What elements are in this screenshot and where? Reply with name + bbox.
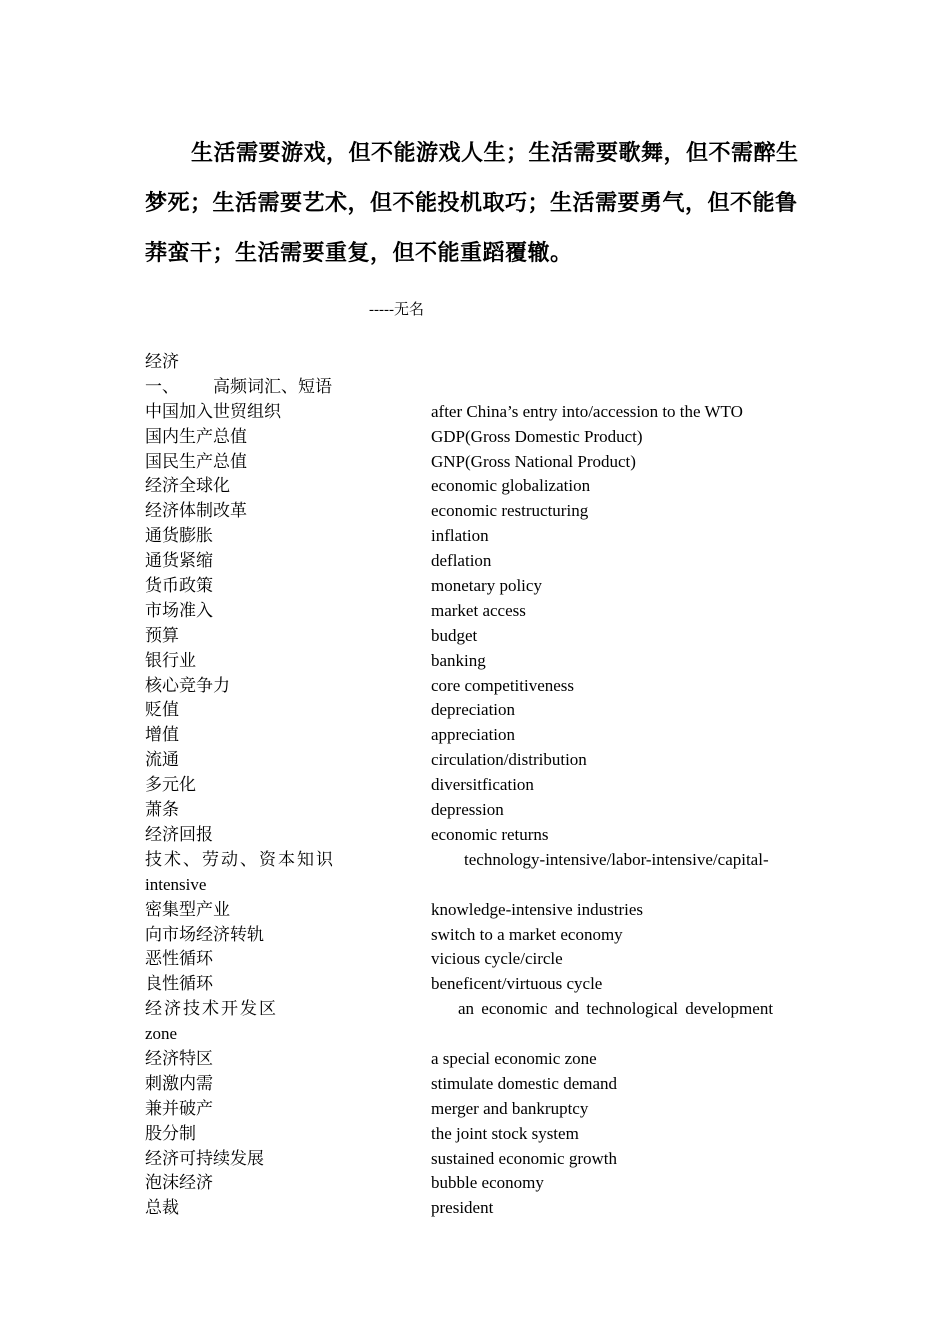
term-english: technology-intensive/labor-intensive/capital-: [464, 849, 769, 869]
term-english: president: [431, 1198, 494, 1218]
term-chinese: 萧条: [145, 800, 179, 820]
term-english: circulation/distribution: [431, 750, 587, 770]
term-chinese: 贬值: [145, 700, 179, 720]
term-chinese: 经济回报: [145, 824, 213, 844]
term-english: GDP(Gross Domestic Product): [431, 426, 643, 446]
term-english: a special economic zone: [431, 1048, 597, 1068]
glossary-row: [145, 1196, 810, 1221]
quote-attribution: -----无名: [369, 302, 424, 318]
term-english: diversitfication: [431, 775, 534, 795]
term-english: inflation: [431, 526, 489, 546]
glossary-row: [145, 400, 810, 425]
glossary-row: [145, 425, 810, 450]
term-english: deflation: [431, 551, 492, 571]
term-english: switch to a market economy: [431, 924, 623, 944]
glossary-row: [145, 1147, 810, 1172]
glossary-row: [145, 823, 810, 848]
term-english: economic globalization: [431, 476, 591, 496]
term-chinese: 股分制: [145, 1123, 196, 1143]
glossary-row: [145, 674, 810, 699]
term-chinese: 货币政策: [145, 576, 213, 596]
glossary-row: [145, 723, 810, 748]
term-english: appreciation: [431, 725, 516, 745]
heading-label: 高频词汇、短语: [213, 376, 332, 396]
term-chinese: 国内生产总值: [145, 426, 247, 446]
glossary-row: [145, 748, 810, 773]
term-english: the joint stock system: [431, 1123, 579, 1143]
glossary-row: [145, 923, 810, 948]
term-english: knowledge-intensive industries: [431, 899, 643, 919]
glossary-row: [145, 499, 810, 524]
term-chinese: 多元化: [145, 775, 196, 795]
term-english: depression: [431, 800, 504, 820]
glossary-row: [145, 524, 810, 549]
term-chinese: 刺激内需: [145, 1073, 213, 1093]
term-chinese: 增值: [145, 725, 179, 745]
term-english-continuation: zone: [145, 1024, 178, 1044]
term-chinese: 良性循环: [145, 974, 213, 994]
term-english: sustained economic growth: [431, 1148, 618, 1168]
section-title: 经济: [145, 352, 179, 371]
glossary-row: [145, 599, 810, 624]
term-chinese: 技术、劳动、资本知识: [145, 849, 335, 869]
term-english-continuation: intensive: [145, 874, 207, 894]
term-chinese: 经济技术开发区: [145, 999, 278, 1019]
quote-paragraph: 生活需要游戏，但不能游戏人生；生活需要歌舞，但不需醉生梦死；生活需要艺术，但不能投机取巧；生活需要勇气，但不能鲁莽蛮干；生活需要重复，但不能重蹈覆辙。: [145, 140, 799, 266]
term-chinese: 市场准入: [145, 600, 213, 620]
glossary-row: [145, 947, 810, 972]
term-chinese: 经济特区: [145, 1048, 213, 1068]
glossary-row: [145, 848, 810, 898]
term-english: core competitiveness: [431, 675, 575, 695]
glossary-section: [145, 350, 810, 1221]
term-chinese: 兼并破产: [145, 1098, 213, 1118]
heading-number: 一、: [145, 376, 179, 396]
term-english: beneficent/virtuous cycle: [431, 974, 603, 994]
glossary-row: [145, 773, 810, 798]
term-english: banking: [431, 650, 486, 670]
term-chinese: 经济体制改革: [145, 501, 247, 521]
term-english: bubble economy: [431, 1173, 544, 1193]
term-chinese: 恶性循环: [145, 949, 213, 969]
term-chinese: 银行业: [145, 650, 196, 670]
term-english: monetary policy: [431, 576, 542, 596]
glossary-row: [145, 1097, 810, 1122]
term-english: an economic and technological development: [458, 999, 774, 1019]
term-chinese: 经济全球化: [145, 476, 230, 496]
term-english: budget: [431, 625, 478, 645]
glossary-row: [145, 549, 810, 574]
term-english: merger and bankruptcy: [431, 1098, 589, 1118]
term-chinese: 中国加入世贸组织: [145, 401, 281, 421]
term-chinese: 通货紧缩: [145, 551, 213, 571]
glossary-row: [145, 450, 810, 475]
glossary-row: [145, 1047, 810, 1072]
glossary-row: [145, 698, 810, 723]
glossary-row: [145, 574, 810, 599]
term-english: stimulate domestic demand: [431, 1073, 618, 1093]
term-english: vicious cycle/circle: [431, 949, 563, 969]
glossary-row: [145, 1122, 810, 1147]
term-chinese: 密集型产业: [145, 899, 230, 919]
term-english: GNP(Gross National Product): [431, 451, 636, 471]
term-chinese: 流通: [145, 750, 179, 770]
glossary-row: [145, 1072, 810, 1097]
term-chinese: 向市场经济转轨: [145, 924, 264, 944]
glossary-row: [145, 972, 810, 997]
term-chinese: 核心竞争力: [145, 675, 230, 695]
glossary-row: [145, 624, 810, 649]
term-english: economic restructuring: [431, 501, 589, 521]
glossary-row: [145, 1171, 810, 1196]
term-chinese: 泡沫经济: [145, 1173, 213, 1193]
term-chinese: 经济可持续发展: [145, 1148, 264, 1168]
term-english: after China’s entry into/accession to the WTO: [431, 401, 743, 421]
term-chinese: 通货膨胀: [145, 526, 213, 546]
glossary-row: [145, 997, 810, 1047]
term-chinese: 国民生产总值: [145, 451, 247, 471]
glossary-row: [145, 649, 810, 674]
term-chinese: 总裁: [145, 1198, 179, 1218]
glossary-row: [145, 898, 810, 923]
term-chinese: 预算: [145, 625, 179, 645]
section-heading: [145, 375, 810, 400]
glossary-row: [145, 474, 810, 499]
term-english: market access: [431, 600, 526, 620]
term-english: economic returns: [431, 824, 549, 844]
glossary-row: [145, 798, 810, 823]
term-english: depreciation: [431, 700, 516, 720]
